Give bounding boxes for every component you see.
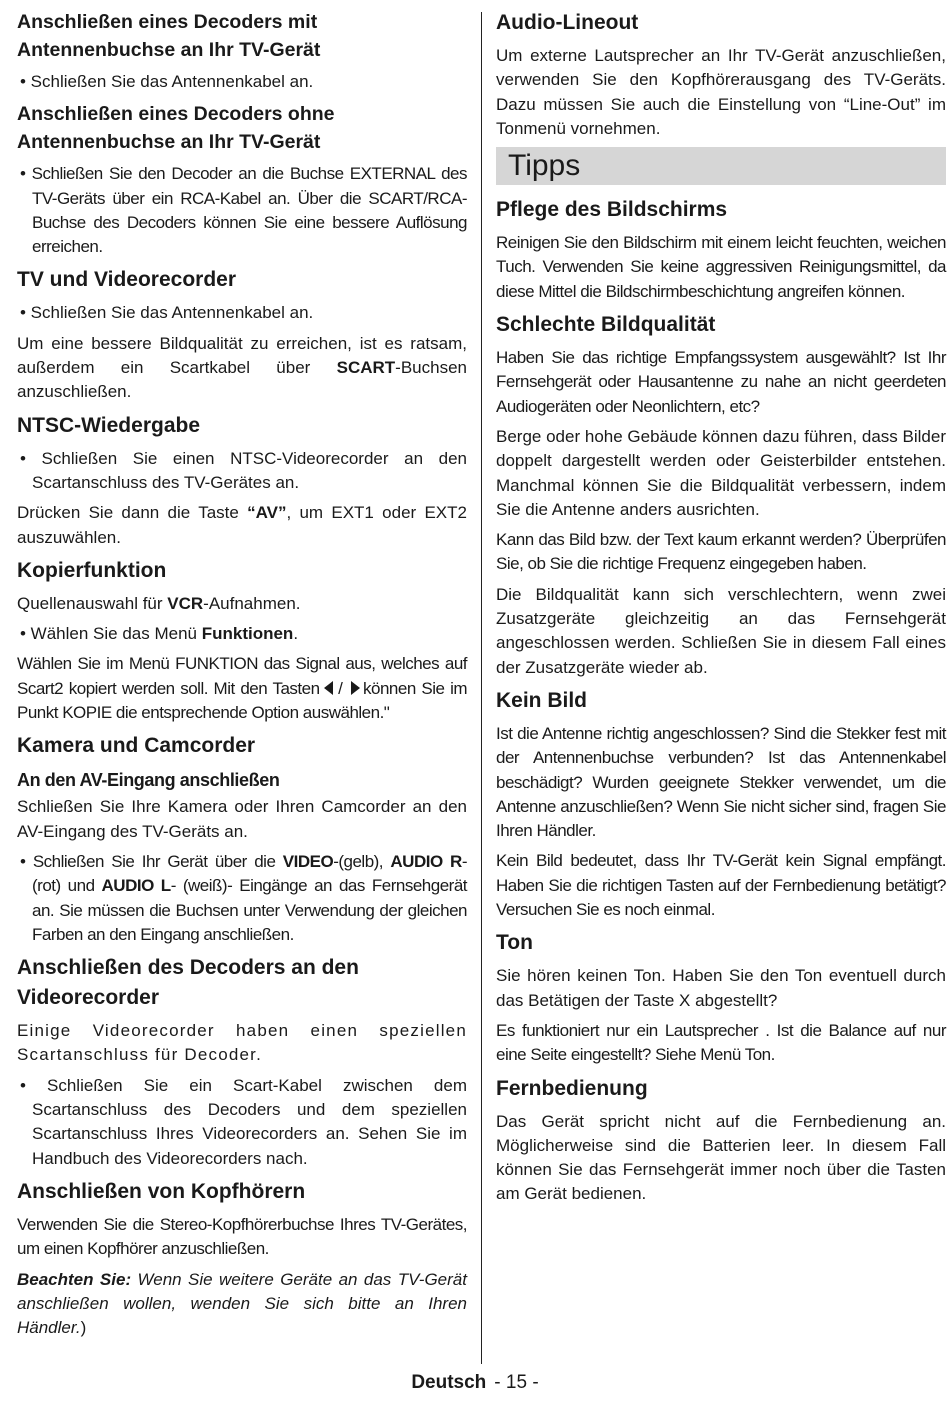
text-segment: • Schließen Sie Ihr Gerät über die	[20, 851, 283, 871]
section-title-decoder-without-antenna: Anschließen eines Decoders ohne Antennenbuchse an Ihr TV-Gerät	[17, 103, 335, 154]
bullet-connect-decoder-external: • Schließen Sie den Decoder an die Buchse EXTERNAL des TV-Geräts über ein RCA-Kabel an. Über die SCART/RCA-Buchse des Decoders können Sie eine bessere Auflösung erreichen.	[20, 164, 467, 257]
paragraph-no-picture-2: Kein Bild bedeutet, dass Ihr TV-Gerät kein Signal empfängt. Haben Sie die richtigen Tasten auf der Fernbedienung betätigt? Versuchen Sie es noch einmal.	[496, 851, 946, 920]
section-title-decoder-videorecorder: Anschließen des Decoders an den Videorecorder	[17, 956, 359, 1010]
paragraph-remote: Das Gerät spricht nicht auf die Fernbedienung an. Möglicherweise sind die Batterien leer. In diesem Fall können Sie das Fernsehgerät immer noch über die Tasten am Gerät bedienen.	[496, 1111, 946, 1204]
scart-label: SCART	[336, 358, 396, 378]
text-segment: /	[332, 678, 349, 698]
paragraph-special-scart: Einige Videorecorder haben einen speziellen Scartanschluss für Decoder.	[17, 1021, 467, 1065]
paragraph-sound-2: Es funktioniert nur ein Lautsprecher . Ist die Balance auf nur eine Seite eingestellt? Siehe Menü Ton.	[496, 1020, 946, 1065]
left-column	[17, 8, 467, 1346]
text-segment: Drücken Sie dann die Taste	[17, 503, 248, 523]
text-segment: können Sie im Punkt KOPIE die entsprechende Option auswählen."	[17, 678, 468, 723]
footer-language: Deutsch	[411, 1372, 487, 1393]
bullet-camera-inputs	[17, 850, 467, 947]
right-column	[496, 8, 946, 1213]
paragraph-audio-lineout: Um externe Lautsprecher an Ihr TV-Gerät anzuschließen, verwenden Sie den Kopfhörerausgang des TV-Geräts. Dazu müssen Sie auch die Einstellung von “Line-Out” im Tonmenü vornehmen.	[496, 46, 946, 138]
paragraph-screen-care: Reinigen Sie den Bildschirm mit einem leicht feuchten, weichen Tuch. Verwenden Sie keine aggressiven Reinigungsmittel, da diese Mittel die Bildschirmbeschichtung angreifen können.	[496, 233, 946, 301]
paragraph-bad-picture-4: Die Bildqualität kann sich verschlechtern, wenn zwei Zusatzgeräte gleichzeitig an das Fernsehgerät angeschlossen werden. Schließen Sie in diesem Fall eines der Zusatzgeräte wieder ab.	[496, 584, 946, 677]
paragraph-no-picture-1: Ist die Antenne richtig angeschlossen? Sind die Stekker fest mit der Antennenbuchse verbunden? Ist das Antennenkabel beschädigt? Wurden geeignete Stekker verwendet, um die Antenne anzuschließen? Wenn Sie nicht sicher sind, fragen Sie Ihren Händler.	[496, 723, 946, 841]
section-title-sound: Ton	[496, 931, 533, 955]
paragraph-bad-picture-3: Kann das Bild bzw. der Text kaum erkannt werden? Überprüfen Sie, ob Sie die richtige Frequenz eingegeben haben.	[496, 530, 946, 574]
text-segment: - (weiß)- Eingänge an das Fernsehgerät an. Sie müssen die Buchsen unter Verwendung der gleichen Farben an den Eingang anschließen.	[32, 876, 467, 944]
video-label: VIDEO	[282, 851, 334, 871]
section-title-camera: Kamera und Camcorder	[17, 734, 256, 758]
page-footer	[0, 1372, 950, 1394]
note-label: Beachten Sie:	[17, 1269, 132, 1289]
note-dealer	[17, 1268, 467, 1341]
column-divider	[481, 12, 482, 1364]
av-key-label: “AV”	[247, 503, 287, 523]
bullet-connect-antenna-cable: • Schließen Sie das Antennenkabel an.	[20, 303, 314, 323]
paragraph-headphones: Verwenden Sie die Stereo-Kopfhörerbuchse Ihres TV-Gerätes, um einen Kopfhörer anzuschließen.	[17, 1214, 467, 1259]
section-title-screen-care: Pflege des Bildschirms	[496, 198, 728, 222]
text-segment: .	[293, 624, 299, 644]
bullet-select-menu	[17, 622, 467, 646]
section-title-headphones: Anschließen von Kopfhörern	[17, 1179, 306, 1203]
text-segment: Um eine bessere Bildqualität zu erreichen, ist es ratsam, außerdem ein Scartkabel über	[17, 333, 467, 378]
paragraph-av-key	[17, 501, 467, 550]
menu-functions-label: Funktionen	[201, 624, 294, 644]
paragraph-source-selection	[17, 592, 467, 616]
bullet-connect-antenna: • Schließen Sie das Antennenkabel an.	[20, 72, 314, 91]
text-segment: )	[80, 1318, 87, 1338]
section-title-no-picture: Kein Bild	[496, 688, 588, 712]
text-segment: -(gelb),	[333, 851, 391, 871]
right-arrow-icon	[351, 681, 360, 695]
text-segment: Quellenauswahl für	[17, 593, 168, 613]
text-segment: , um EXT1 oder EXT2 auszuwählen.	[17, 503, 467, 547]
subsection-title-av-input: An den AV-Eingang anschließen	[17, 770, 280, 791]
section-title-remote: Fernbedienung	[496, 1076, 648, 1100]
paragraph-bad-picture-2: Berge oder hohe Gebäude können dazu führen, dass Bilder doppelt dargestellt werden oder Geisterbilder entstehen. Manchmal können Sie die Bildqualität verbessern, indem Sie die Antenne anders ausrichten.	[496, 426, 946, 519]
vcr-label: VCR	[167, 593, 204, 613]
text-segment: Wenn Sie weitere Geräte an das TV-Gerät anschließen wollen, wenden Sie sich bitte an Ihren Händler.	[17, 1269, 467, 1338]
text-segment: • Wählen Sie das Menü	[20, 624, 202, 644]
text-segment: -(rot) und	[32, 851, 468, 896]
paragraph-bad-picture-1: Haben Sie das richtige Empfangssystem ausgewählt? Ist Ihr Fernsehgerät oder Hausantenne zu nahe an nicht geerdeten Audiogeräten oder Neonlichtern, etc?	[496, 348, 946, 416]
section-title-bad-picture: Schlechte Bildqualität	[496, 313, 716, 337]
bullet-scart-cable: • Schließen Sie ein Scart-Kabel zwischen dem Scartanschluss des Decoders und dem speziellen Scartanschluss Ihres Videorecorders an. Sehen Sie im Handbuch des Videorecorders nach.	[20, 1075, 467, 1168]
section-title-audio-lineout: Audio-Lineout	[496, 11, 639, 34]
paragraph-camera-connect: Schließen Sie Ihre Kamera oder Ihren Camcorder an den AV-Eingang des TV-Geräts an.	[17, 797, 467, 841]
text-segment: Wählen Sie im Menü FUNKTION das Signal aus, welches auf Scart2 kopiert werden soll. Mit den Tasten	[17, 654, 467, 698]
text-segment: -Buchsen anzuschließen.	[17, 358, 467, 402]
left-arrow-icon	[324, 681, 333, 695]
tipps-heading: Tipps	[496, 147, 946, 185]
text-segment: -Aufnahmen.	[203, 593, 301, 613]
audio-r-label: AUDIO R	[390, 851, 462, 871]
bullet-connect-ntsc: • Schließen Sie einen NTSC-Videorecorder an den Scartanschluss des TV-Gerätes an.	[20, 448, 467, 492]
audio-l-label: AUDIO L	[101, 876, 171, 896]
page-number: - 15 -	[494, 1372, 539, 1393]
paragraph-sound-1: Sie hören keinen Ton. Haben Sie den Ton eventuell durch das Betätigen der Taste X abgestellt?	[496, 966, 946, 1010]
section-title-ntsc: NTSC-Wiedergabe	[17, 413, 201, 437]
paragraph-copy-instructions	[17, 652, 467, 725]
section-title-tv-videorecorder: TV und Videorecorder	[17, 268, 236, 292]
section-title-copy-function: Kopierfunktion	[17, 558, 167, 582]
paragraph-scart-recommendation	[17, 332, 467, 405]
section-title-decoder-with-antenna: Anschließen eines Decoders mit Antennenbuchse an Ihr TV-Gerät	[17, 11, 321, 61]
